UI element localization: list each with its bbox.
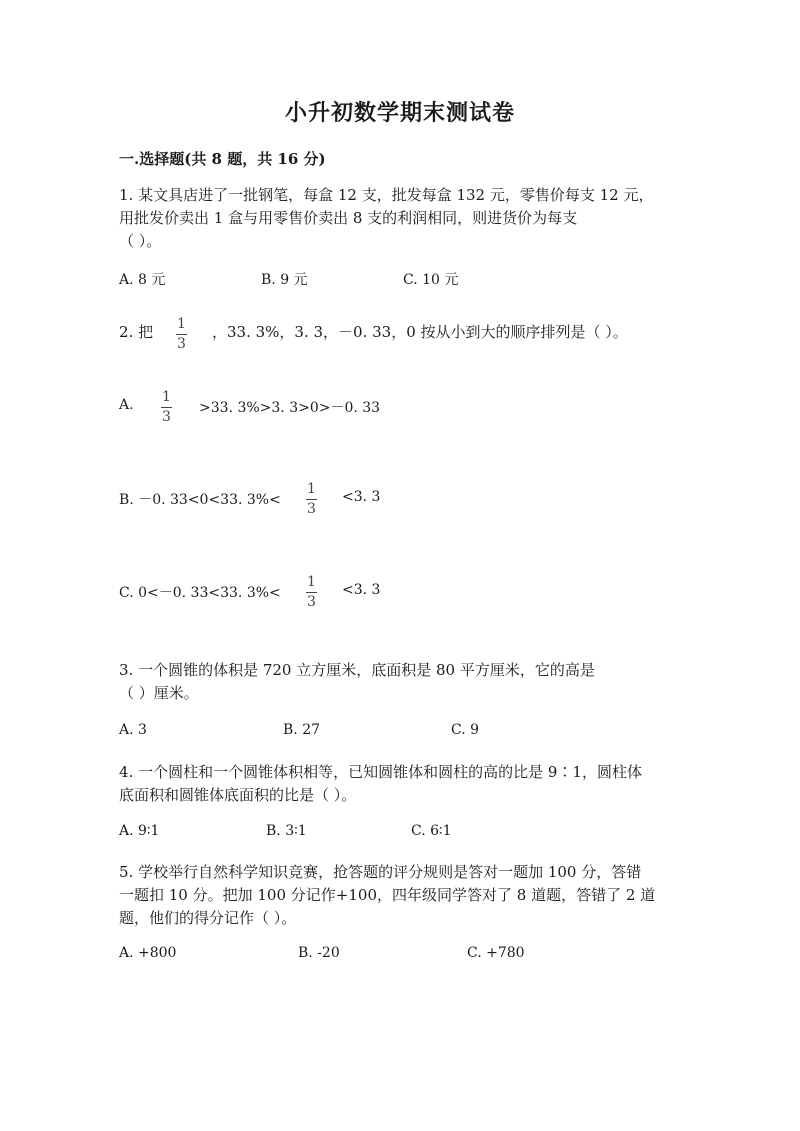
page-title: 小升初数学期末测试卷 — [284, 100, 515, 126]
question-5-line-1: 5. 学校举行自然科学知识竞赛，抢答题的评分规则是答对一题加 100 分，答错 — [119, 863, 642, 881]
option-a-label: A. — [119, 397, 134, 413]
fraction-bar — [161, 407, 172, 408]
option-a-text: >33. 3%>3. 3>0>－0. 33 — [199, 400, 381, 416]
option-c-text: C. 0<－0. 33<33. 3%< — [119, 585, 281, 601]
question-3-option-c[interactable]: C. 9 — [451, 722, 480, 738]
option-b-tail: <3. 3 — [342, 489, 381, 505]
fraction-denominator: 3 — [177, 336, 186, 352]
option-b-text: B. －0. 33<0<33. 3%< — [119, 492, 281, 508]
question-5-option-c[interactable]: C. +780 — [467, 945, 525, 961]
fraction-one-third — [176, 317, 187, 352]
question-1-option-a[interactable]: A. 8 元 — [119, 272, 166, 288]
fraction-numerator: 1 — [162, 389, 171, 405]
option-c-tail: <3. 3 — [342, 582, 381, 598]
fraction-one-third — [306, 575, 317, 610]
question-3-option-b[interactable]: B. 27 — [283, 722, 321, 738]
question-3-line-2: （ ）厘米。 — [119, 684, 199, 702]
fraction-denominator: 3 — [162, 409, 171, 425]
question-3-option-a[interactable]: A. 3 — [119, 722, 147, 738]
question-1-option-c[interactable]: C. 10 元 — [403, 272, 459, 288]
question-3-line-1: 3. 一个圆锥的体积是 720 立方厘米，底面积是 80 平方厘米，它的高是 — [119, 661, 595, 679]
question-4-option-a[interactable]: A. 9∶1 — [119, 823, 160, 839]
question-2-suffix: ，33. 3%，3. 3，－0. 33，0 按从小到大的顺序排列是（ ）。 — [212, 323, 628, 341]
question-4-option-b[interactable]: B. 3∶1 — [266, 823, 307, 839]
fraction-numerator: 1 — [307, 481, 316, 497]
fraction-bar — [306, 499, 317, 500]
question-1-option-b[interactable]: B. 9 元 — [261, 272, 308, 288]
fraction-one-third — [306, 482, 317, 517]
question-1-line-2: 用批发价卖出 1 盒与用零售价卖出 8 支的利润相同，则进货价为每支 — [119, 209, 578, 227]
question-4-line-2: 底面积和圆锥体底面积的比是（ ）。 — [119, 786, 357, 804]
question-1-line-1: 1. 某文具店进了一批钢笔，每盒 12 支，批发每盒 132 元，零售价每支 12 元， — [119, 186, 654, 204]
fraction-numerator: 1 — [177, 316, 186, 332]
section-heading: 一.选择题(共 8 题，共 16 分) — [119, 150, 326, 168]
question-4-line-1: 4. 一个圆柱和一个圆锥体积相等，已知圆锥体和圆柱的高的比是 9∶1，圆柱体 — [119, 763, 642, 781]
fraction-numerator: 1 — [307, 574, 316, 590]
question-5-option-a[interactable]: A. +800 — [119, 945, 177, 961]
fraction-bar — [306, 592, 317, 593]
question-5-line-3: 题，他们的得分记作（ ）。 — [119, 909, 297, 927]
fraction-bar — [176, 334, 187, 335]
fraction-denominator: 3 — [307, 594, 316, 610]
question-1-line-3: （ ）。 — [119, 232, 162, 250]
question-2-prefix: 2. 把 — [119, 323, 154, 341]
question-5-line-2: 一题扣 10 分。把加 100 分记作+100，四年级同学答对了 8 道题，答错了 2 道 — [119, 886, 656, 904]
question-5-option-b[interactable]: B. -20 — [298, 945, 340, 961]
fraction-denominator: 3 — [307, 501, 316, 517]
fraction-one-third — [161, 390, 172, 425]
question-4-option-c[interactable]: C. 6∶1 — [411, 823, 452, 839]
